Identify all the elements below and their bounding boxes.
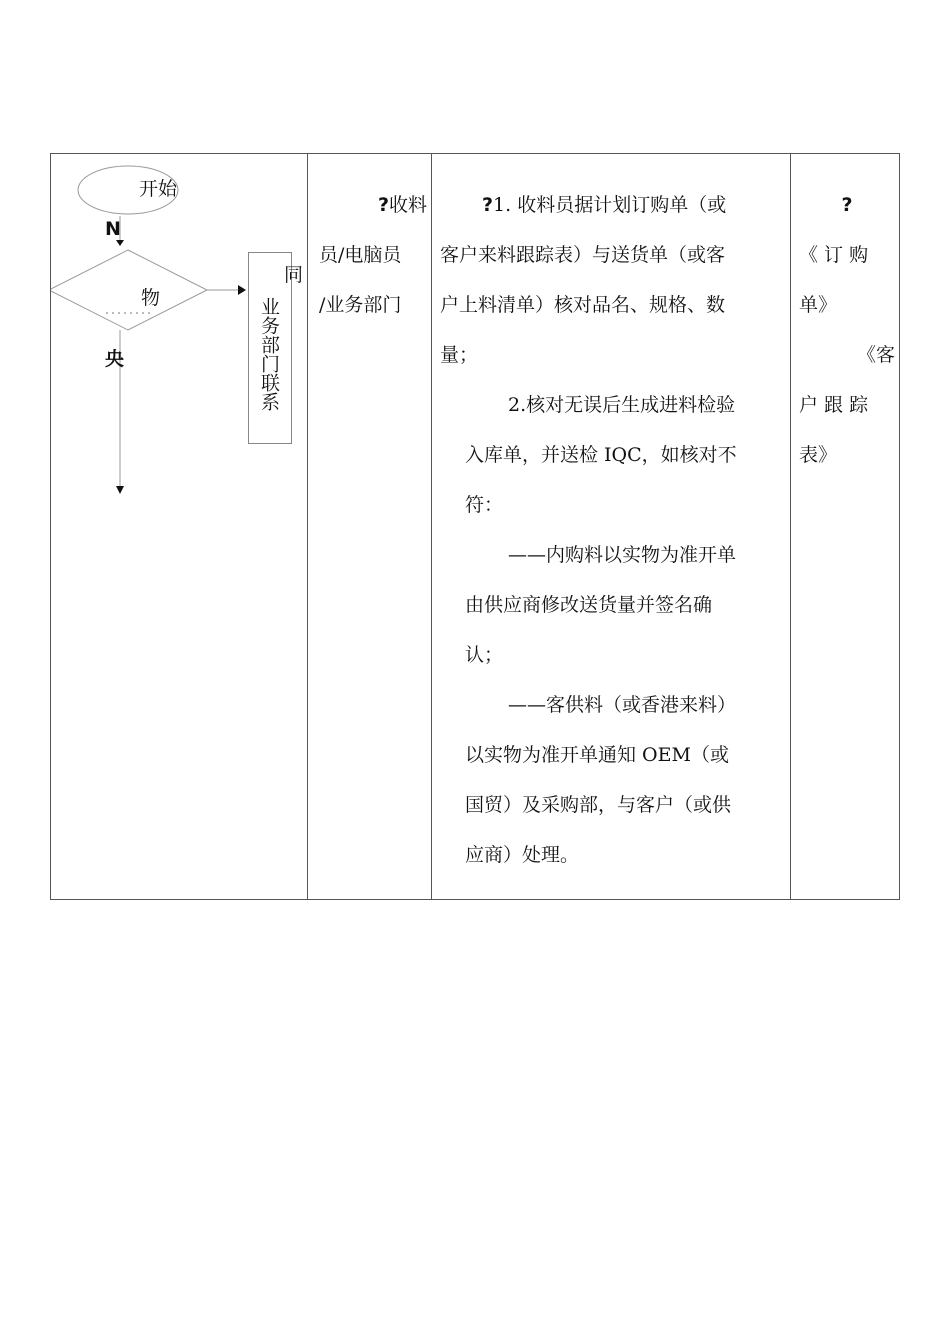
- procedure-cell: [440, 180, 782, 880]
- arrow-head: [116, 240, 124, 246]
- procedure-line: 由供应商修改送货量并签名确: [465, 594, 713, 616]
- arrow-head: [238, 285, 246, 295]
- column-divider: [431, 154, 432, 899]
- procedure-line: 2.核对无误后生成进料检验: [508, 394, 736, 416]
- procedure-line: 客户来料跟踪表）与送货单（或客: [440, 244, 726, 266]
- decision-sub-label: 央: [105, 348, 125, 370]
- column-divider: [790, 154, 791, 899]
- placeholder-mark: ?: [377, 194, 389, 216]
- procedure-line: 户上料清单）核对品名、规格、数: [440, 294, 726, 316]
- procedure-line: 入库单，并送检 IQC，如核对不: [465, 444, 737, 466]
- no-label: N: [105, 218, 121, 240]
- procedure-line: 以实物为准开单通知 OEM（或: [465, 744, 729, 766]
- procedure-line: 认；: [465, 644, 504, 666]
- placeholder-mark: ?: [482, 194, 494, 216]
- procedure-line: ——内购料以实物为准开单: [508, 544, 737, 566]
- records-cell: [799, 180, 895, 480]
- responsible-line: 员/电脑员: [319, 244, 402, 266]
- responsible-line: 收料: [388, 194, 427, 216]
- records-line: 《客: [856, 344, 895, 366]
- placeholder-mark: ?: [841, 194, 853, 216]
- column-divider: [307, 154, 308, 899]
- procedure-line: 量；: [440, 344, 479, 366]
- department-contact-text: 业务部门联系: [258, 297, 280, 411]
- responsible-line: /业务部门: [319, 294, 402, 316]
- procedure-line: 国贸）及采购部，与客户（或供: [465, 794, 732, 816]
- flowchart: [51, 154, 307, 899]
- procedure-line: 符：: [465, 494, 504, 516]
- arrow-head: [116, 486, 124, 494]
- decision-label: 物: [141, 287, 161, 309]
- start-label: 开始: [139, 178, 178, 200]
- records-line: 《 订 购: [799, 244, 869, 266]
- records-line: 户 跟 踪: [799, 394, 869, 416]
- procedure-line: 1. 收料员据计划订购单（或: [493, 194, 727, 216]
- procedure-table: [50, 153, 900, 900]
- procedure-line: ——客供料（或香港来料）: [508, 694, 737, 716]
- records-line: 表》: [799, 444, 838, 466]
- side-box-top-label: 同: [284, 264, 304, 286]
- records-line: 单》: [799, 294, 838, 316]
- procedure-line: 应商）处理。: [465, 844, 580, 866]
- responsible-cell: [319, 180, 427, 330]
- decision-diamond: [51, 250, 207, 330]
